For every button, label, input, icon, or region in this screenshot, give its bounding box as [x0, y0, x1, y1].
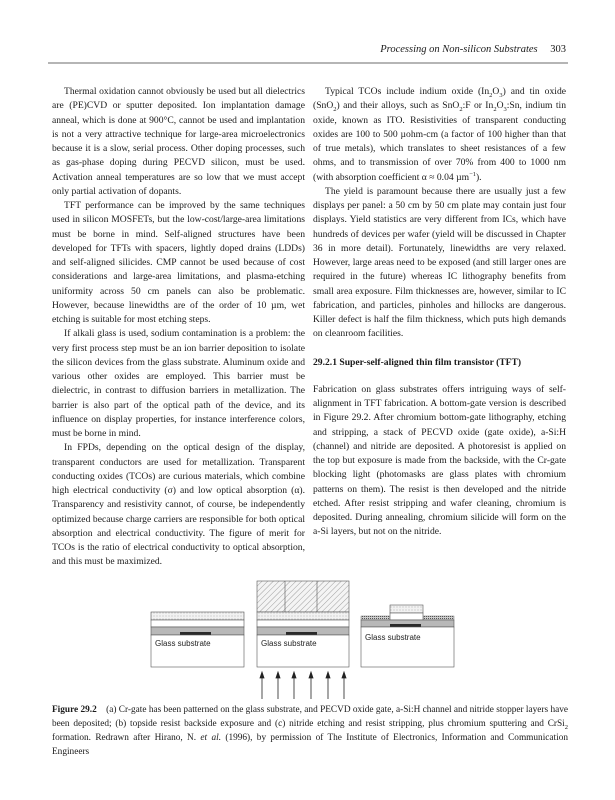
section-heading: 29.2.1 Super-self-aligned thin film transistor (TFT): [313, 356, 522, 368]
glass-substrate-label-c: Glass substrate: [365, 633, 421, 642]
figure-label: Figure 29.2: [52, 705, 97, 715]
paragraph-tft-performance: TFT performance can be improved by the same techniques used in silicon MOSFETs, but the low-cost/large-area limitations must be borne in mind. Self-aligned structures have been developed for TFTs with spacers, lightly doped drains (LDDs) and self-aligned silicides. CMP cannot be used because of cost considerations and large-area limitations, and plasma-etching uniformity across 50 cm panels can also be problematic. However, because linewidths are of the order of 10 µm, wet etching is suitable for most etching steps.: [52, 200, 305, 325]
figure-caption: Figure 29.2 (a) Cr-gate has been patterned on the glass substrate, and PECVD oxide gate, a-Si:H channel and nitride stopper layers have been deposited; (b) topside resist backside exposure and (c) nitride etching and resist stripping, plus chromium sputtering and CrSi$_2$ formation. Redrawn after Hirano, N. et al. (1996), by permission of The Institute of Electronics, Information and Communication Engineers: [52, 705, 569, 757]
exposure-arrows: [260, 672, 346, 699]
right-column: [313, 85, 566, 540]
glass-substrate-label-b: Glass substrate: [261, 639, 317, 648]
running-title: Processing on Non-silicon Substrates: [380, 44, 538, 55]
paragraph-yield: The yield is paramount because there are usually just a few displays per panel: a 50 cm by 50 cm plate may contain just four displays. Yield statistics are very different from ICs, which have hundreds of devices per wafer (yield will be discussed in Chapter 36 in more detail). Fortunately, linewidths are very relaxed. However, large areas need to be exposed (and still larger ones are required in the future) whereas IC lithography benefits from small area exposure. Film thicknesses are, however, similar to IC fabrication, and particles, pinholes and hillocks are dangerous. Killer defect is half the film thickness, which puts high demands on cleanroom facilities.: [313, 185, 566, 340]
paragraph-typical-tcos: Typical TCOs include indium oxide $(In_2O_3)$ and tin oxide (SnO$_2$) and their alloys, such as SnO$_2$:F or $In_2O_3:Sn$, indium tin oxide, known as ITO. Resistivities of transparent conducting oxides are 100 to 500 µohm-cm (a factor of 100 higher than that of true metals), which translates to sheet resistances of a few ohms, and to transmission of over 70% from 400 to 1000 nm (with absorption coefficient α ≈ 0.04 µm$^{-1}$).: [313, 86, 566, 183]
paragraph-fpd-tco: In FPDs, depending on the optical design of the display, transparent conductors are used for metallization. Transparent conducting oxides (TCOs) are curious materials, which combine high electrical conductivity (σ) and low optical absorption (α). Transparency and resistivity cannot, of course, be independently optimized because charge carriers are responsible for both optical absorption and electrical conductivity. The figure of merit for TCOs is the ratio of electrical conductivity to optical absorption, and this must be maximized.: [52, 442, 305, 568]
panel-a: [151, 612, 244, 667]
paragraph-self-alignment: Fabrication on glass substrates offers intriguing ways of self-alignment in TFT fabrication. A bottom-gate version is described in Figure 29.2. After chromium bottom-gate lithography, etching and stripping, a stack of PECVD oxide (gate oxide), a-Si:H (channel) and nitride are deposited. A photoresist is applied on the top but exposure is made from the backside, with the Cr-gate blocking light (photomasks are glass plates with chromium patterns on them). The resist is then developed and the nitride etched. After resist stripping and wafer cleaning, chromium is deposited. During annealing, chromium silicide will form on the a-Si layers, but not on the nitride.: [313, 383, 566, 538]
panel-b: [257, 581, 349, 699]
page-number: 303: [550, 44, 566, 55]
paragraph-alkali-glass: If alkali glass is used, sodium contamination is a problem: the very first process step must be an ion barrier deposition to isolate the silicon devices from the glass substrate. Aluminum oxide and various other oxides are employed. This barrier must be dielectric, in contrast to diffusion barriers in metallization. The barrier is also part of the optical path of the device, and its influence on display properties, for instance interference colors, must be borne in mind.: [52, 328, 305, 439]
left-column: [52, 85, 305, 570]
figure-29-2: [0, 575, 615, 700]
glass-substrate-label-a: Glass substrate: [155, 639, 211, 648]
running-header: [50, 44, 566, 58]
header-rule: [48, 62, 568, 64]
paragraph-thermal-oxidation: Thermal oxidation cannot obviously be used but all dielectrics are (PE)CVD or sputter deposited. Ion implantation damage anneal, which is done at 900°C, cannot be used and implantation is not a very attractive technique for large-area microelectronics because it is a slow, serial process. Other doping processes, such as gas-phase doping during PECVD silicon, must be used. Activation anneal temperatures are so low that we must accept only partial activation of dopants.: [52, 86, 305, 197]
panel-c: [361, 605, 454, 667]
